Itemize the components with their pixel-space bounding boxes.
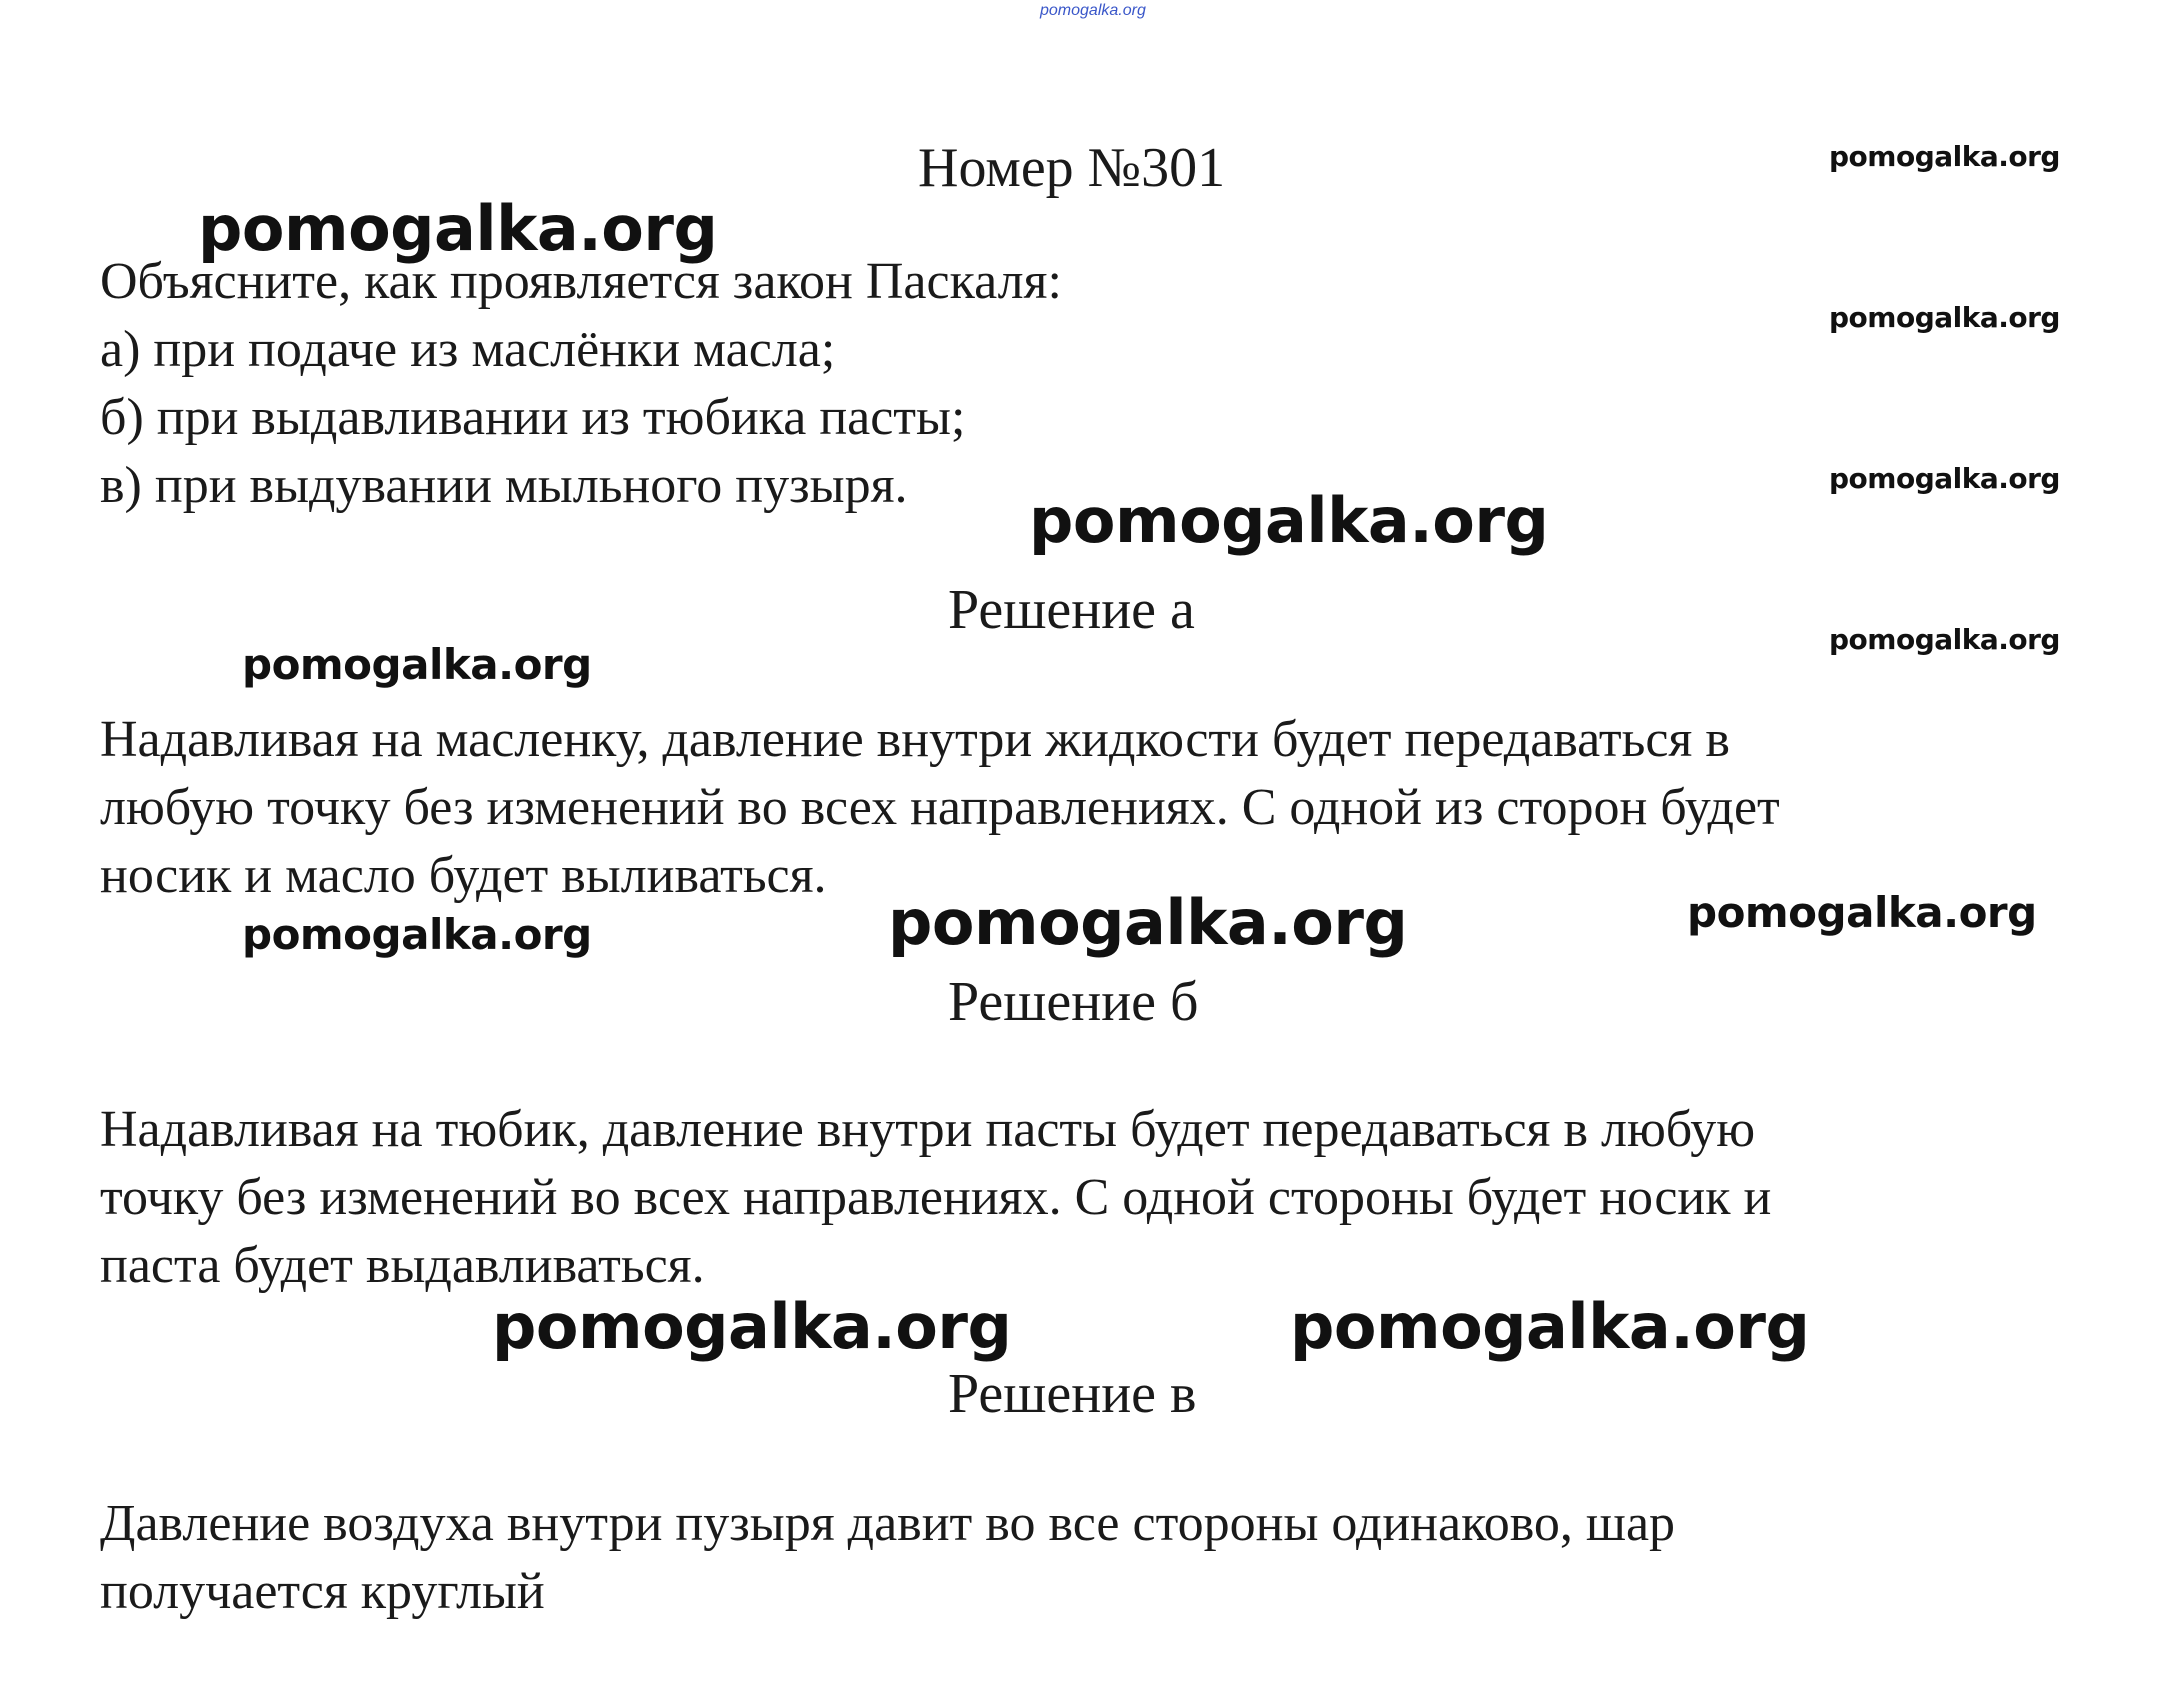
watermark: pomogalka.org: [1029, 484, 1549, 557]
watermark: pomogalka.org: [1290, 1290, 1810, 1363]
watermark: pomogalka.org: [1829, 462, 2060, 495]
watermark: pomogalka.org: [1687, 888, 2037, 937]
watermark: pomogalka.org: [198, 192, 718, 265]
solution-b-heading: Решение б: [948, 971, 1199, 1033]
question-item-c: в) при выдувании мыльного пузыря.: [100, 457, 908, 514]
watermark: pomogalka.org: [242, 640, 592, 689]
watermark: pomogalka.org: [1829, 140, 2060, 173]
solution-c-heading: Решение в: [948, 1363, 1197, 1425]
solution-a-line-2: любую точку без изменений во всех направлениях. С одной из сторон будет: [100, 779, 1780, 836]
watermark: pomogalka.org: [492, 1290, 1012, 1363]
solution-c-line-2: получается круглый: [100, 1563, 545, 1620]
solution-b-line-2: точку без изменений во всех направлениях. С одной стороны будет носик и: [100, 1169, 1772, 1226]
question-item-b: б) при выдавливании из тюбика пасты;: [100, 389, 966, 446]
site-label-top: pomogalka.org: [1040, 2, 1146, 19]
solution-b-line-3: паста будет выдавливаться.: [100, 1237, 705, 1294]
solution-b-line-1: Надавливая на тюбик, давление внутри пасты будет передаваться в любую: [100, 1101, 1756, 1158]
watermark: pomogalka.org: [1829, 301, 2060, 334]
solution-a-line-3: носик и масло будет выливаться.: [100, 847, 827, 904]
watermark: pomogalka.org: [1829, 623, 2060, 656]
watermark: pomogalka.org: [888, 886, 1408, 959]
solution-c-line-1: Давление воздуха внутри пузыря давит во все стороны одинаково, шар: [100, 1495, 1676, 1552]
watermark: pomogalka.org: [242, 910, 592, 959]
question-item-a: а) при подаче из маслёнки масла;: [100, 321, 836, 378]
page-title: Номер №301: [918, 137, 1226, 199]
question-intro: Объясните, как проявляется закон Паскаля:: [100, 253, 1062, 310]
solution-a-heading: Решение а: [948, 579, 1195, 641]
solution-a-line-1: Надавливая на масленку, давление внутри жидкости будет передаваться в: [100, 711, 1730, 768]
